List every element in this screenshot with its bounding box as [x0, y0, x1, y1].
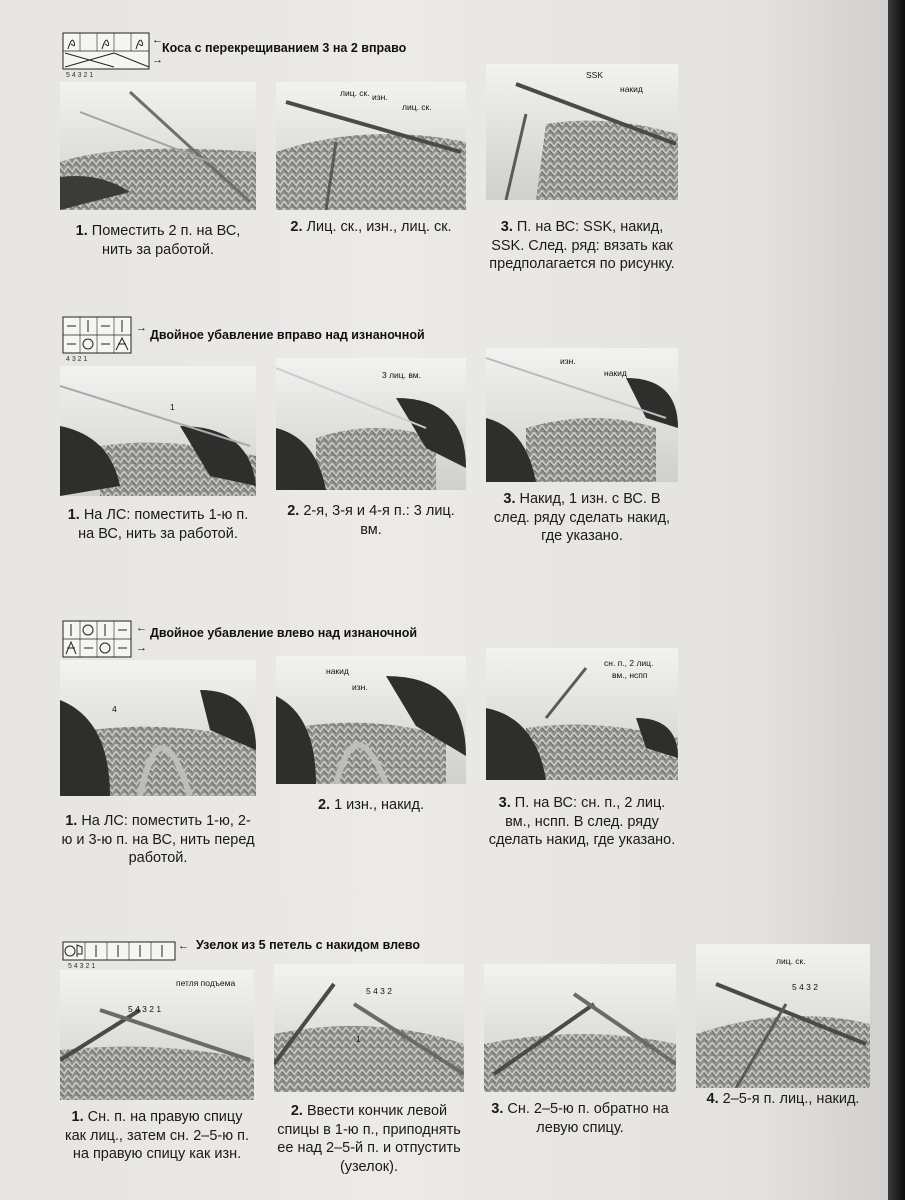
- arrow-icon: →: [136, 322, 147, 334]
- step-text: Сн. 2–5-ю п. обратно на левую спицу.: [507, 1101, 669, 1136]
- chart-stitch-numbers: 5 4 3 2 1: [68, 963, 96, 970]
- step-photo: [274, 964, 464, 1092]
- photo-label: изн.: [372, 92, 388, 102]
- step-photo: [60, 970, 254, 1100]
- step-caption: [60, 812, 256, 868]
- step-caption: [484, 1100, 676, 1137]
- step-number: 1.: [67, 507, 80, 523]
- step-photo: [60, 660, 256, 796]
- step-text: 2-я, 3-я и 4-я п.: 3 лиц. вм.: [303, 503, 455, 538]
- step-number: 4.: [706, 1091, 719, 1107]
- photo-label: накид: [326, 666, 349, 676]
- step-number: 1.: [75, 223, 88, 239]
- step-photo: [486, 348, 678, 482]
- section-title: Двойное убавление вправо над изнаночной: [150, 328, 425, 342]
- step-photo: [60, 366, 256, 496]
- photo-label: лиц. ск.: [402, 102, 432, 112]
- photo-label: 4: [112, 704, 117, 714]
- step-number: 1.: [65, 813, 78, 829]
- step-number: 2.: [317, 797, 331, 813]
- step-text: Накид, 1 изн. с ВС. В след. ряду сделать накид, где указано.: [493, 491, 671, 544]
- chart-symbol: [62, 32, 150, 70]
- step-text: 2–5-я п. лиц., накид.: [722, 1091, 860, 1107]
- step-number: 2.: [290, 219, 303, 235]
- step-photo: [276, 358, 466, 490]
- chart-stitch-numbers: 5 4 3 2 1: [66, 72, 94, 79]
- arrow-icon: ←: [136, 622, 147, 634]
- chart-symbol: [62, 941, 176, 961]
- step-caption: [276, 796, 466, 815]
- step-text: Поместить 2 п. на ВС, нить за работой.: [91, 223, 241, 258]
- step-text: На ЛС: поместить 1-ю, 2-ю и 3-ю п. на ВС, нить перед работой.: [61, 813, 255, 866]
- photo-label: SSK: [586, 70, 604, 80]
- photo-label: накид: [604, 368, 627, 378]
- photo-label: 1: [170, 402, 175, 412]
- photo-label: сн. п., 2 лиц.: [604, 658, 654, 668]
- step-number: 1.: [71, 1109, 84, 1125]
- arrow-icon: ←: [178, 940, 189, 952]
- step-caption: [274, 1102, 464, 1176]
- photo-label: 5 4 3 2 1: [128, 1004, 162, 1014]
- photo-label: изн.: [560, 356, 576, 366]
- section-title: Двойное убавление влево над изнаночной: [150, 626, 418, 640]
- step-photo: [276, 656, 466, 784]
- section-title: Коса с перекрещиванием 3 на 2 вправо: [162, 41, 407, 55]
- step-photo: [484, 964, 676, 1092]
- arrow-icon: →: [136, 642, 147, 654]
- step-text: 1 изн., накид.: [334, 797, 425, 813]
- step-number: 3.: [503, 491, 516, 507]
- photo-label: 5 4 3 2: [366, 986, 392, 996]
- chart-symbol: [62, 316, 132, 354]
- step-number: 3.: [491, 1101, 504, 1117]
- step-text: П. на ВС: SSK, накид, SSK. След. ряд: вязать как предполагается по рисунку.: [489, 219, 675, 272]
- step-photo: [486, 64, 678, 200]
- step-caption: [276, 218, 466, 237]
- step-caption: [60, 1108, 254, 1164]
- step-text: П. на ВС: сн. п., 2 лиц. вм., нспп. В след. ряду сделать накид, где указано.: [488, 795, 676, 848]
- step-caption: [486, 490, 678, 546]
- step-photo: [276, 82, 466, 210]
- step-number: 2.: [287, 503, 300, 519]
- step-caption: [60, 506, 256, 543]
- step-number: 3.: [500, 219, 513, 235]
- step-text: На ЛС: поместить 1-ю п. на ВС, нить за работой.: [78, 507, 249, 542]
- photo-label: 3 лиц. вм.: [382, 370, 422, 380]
- step-photo: [60, 82, 256, 210]
- arrow-icon: →: [152, 54, 163, 66]
- step-caption: [486, 794, 678, 850]
- step-caption: [60, 222, 256, 259]
- book-spine: [888, 0, 905, 1200]
- chart-symbol: [62, 620, 132, 658]
- photo-label: петля подъема: [176, 978, 236, 988]
- step-caption: [486, 218, 678, 274]
- section-title: Узелок из 5 петель с накидом влево: [196, 938, 420, 952]
- step-number: 2.: [290, 1103, 303, 1119]
- photo-label: 5 4 3 2: [792, 982, 818, 992]
- photo-label: вм., нспп: [612, 670, 648, 680]
- arrow-icon: ←: [152, 34, 163, 46]
- photo-label: лиц. ск.: [776, 956, 806, 966]
- step-number: 3.: [498, 795, 511, 811]
- step-caption: [276, 502, 466, 539]
- step-caption: [696, 1090, 870, 1109]
- photo-label: изн.: [352, 682, 368, 692]
- step-text: Ввести кончик левой спицы в 1-ю п., приподнять ее над 2–5-й п. и отпустить (узелок).: [277, 1103, 461, 1175]
- step-text: Сн. п. на правую спицу как лиц., затем сн. 2–5-ю п. на правую спицу как изн.: [64, 1109, 250, 1162]
- photo-label: лиц. ск.: [340, 88, 370, 98]
- photo-label: 1: [356, 1034, 361, 1044]
- photo-label: накид: [620, 84, 643, 94]
- step-text: Лиц. ск., изн., лиц. ск.: [306, 219, 452, 235]
- chart-stitch-numbers: 4 3 2 1: [66, 356, 88, 363]
